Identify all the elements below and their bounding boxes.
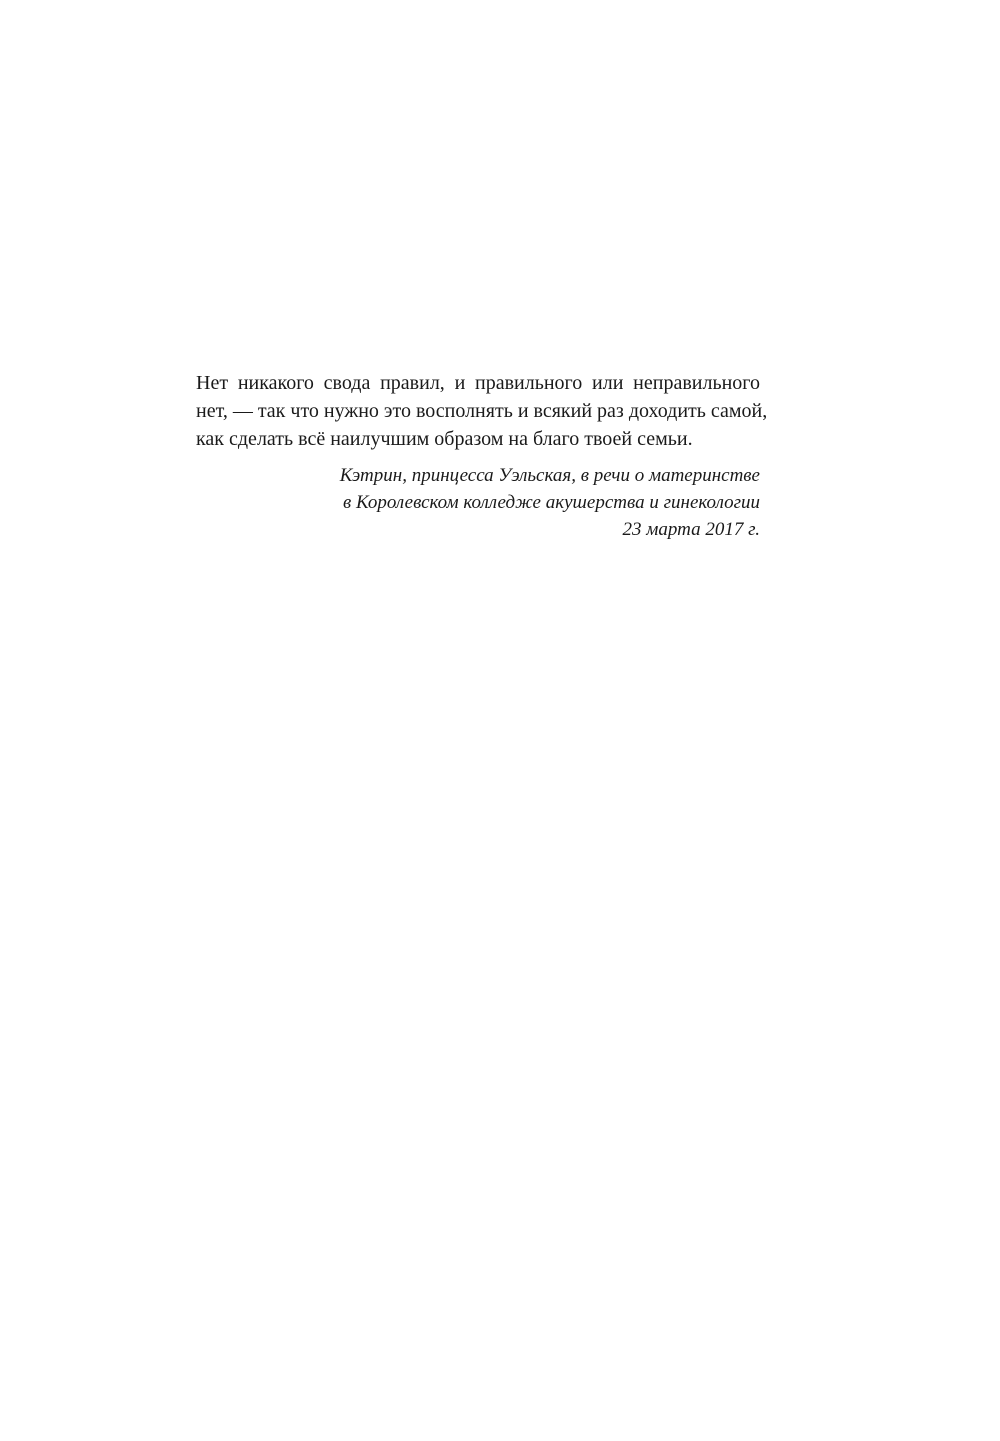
attribution-author-line: Кэтрин, принцесса Уэльская, в речи о материнстве (339, 465, 760, 486)
quote-line-1: Нет никакого свода правил, и правильного или неправильного (196, 372, 760, 394)
epigraph-attribution (196, 462, 760, 543)
attribution-date-line: 23 марта 2017 г. (622, 519, 760, 540)
attribution-venue-line: в Королевском колледже акушерства и гинекологии (342, 492, 760, 513)
epigraph-quote (196, 369, 768, 453)
quote-line-2: нет, — так что нужно это восполнять и всякий раз доходить самой, (196, 400, 768, 422)
epigraph (196, 369, 768, 543)
quote-line-3: как сделать всё наилучшим образом на благо твоей семьи. (196, 428, 693, 450)
